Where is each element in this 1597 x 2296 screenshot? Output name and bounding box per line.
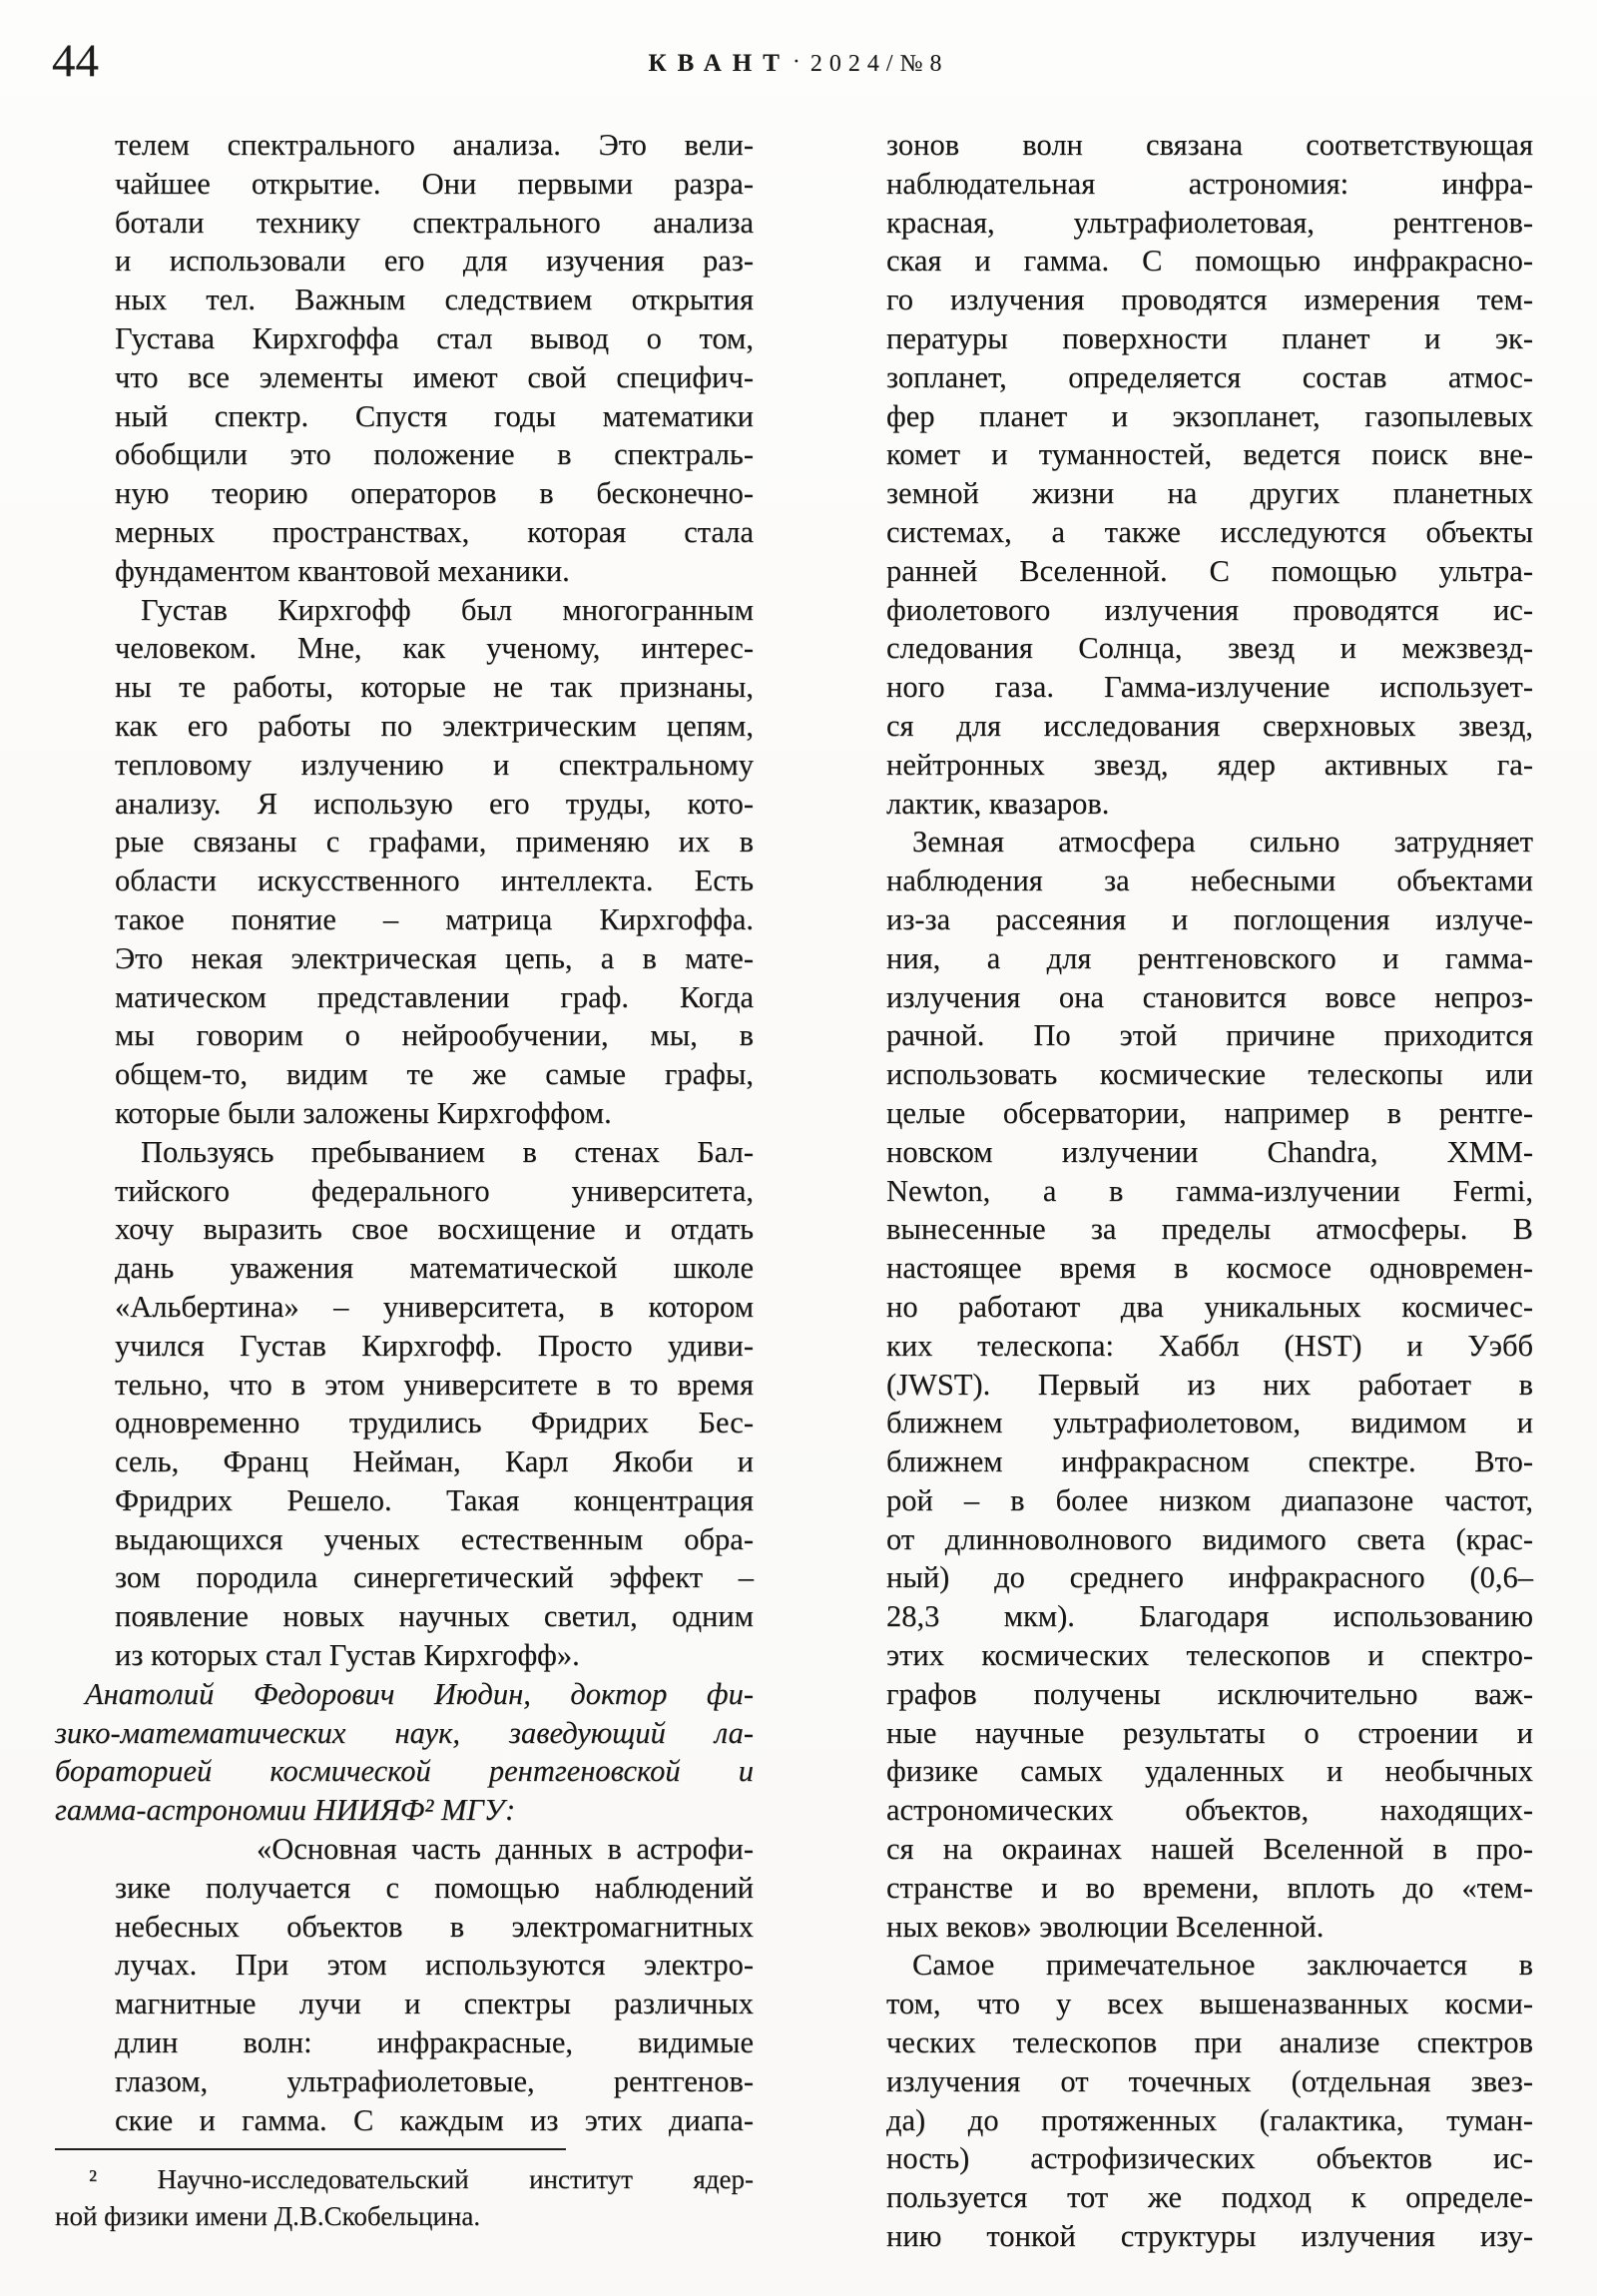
text-line: как его работы по электрическим цепям,	[115, 708, 754, 743]
text-line: рой – в более низком диапазоне частот,	[886, 1482, 1533, 1517]
text-line: наблюдательная астрономия: инфра-	[886, 166, 1533, 201]
text-line: длин волн: инфракрасные, видимые	[115, 2025, 754, 2060]
text-line: настоящее время в космосе одновремен-	[886, 1251, 1533, 1286]
text-line: физике самых удаленных и необычных	[886, 1754, 1533, 1789]
text-line: ческих телескопов при анализе спектров	[886, 2025, 1533, 2060]
text-line: и использовали его для изучения раз-	[115, 244, 754, 279]
text-line: комет и туманностей, ведется поиск вне-	[886, 437, 1533, 472]
text-line: нию тонкой структуры излучения изу-	[886, 2219, 1533, 2254]
text-line: этих космических телескопов и спектро-	[886, 1638, 1533, 1673]
text-line: излучения от точечных (отдельная звез-	[886, 2063, 1533, 2098]
text-line: пользуется тот же подход к определе-	[886, 2180, 1533, 2215]
text-line: мерных пространствах, которая стала	[115, 514, 754, 549]
text-line: (JWST). Первый из них работает в	[886, 1367, 1533, 1402]
footnote-rule	[55, 2148, 566, 2150]
text-line: использовать космические телескопы или	[886, 1057, 1533, 1092]
text-line: лучах. При этом используются электро-	[115, 1948, 754, 1983]
text-line: Это некая электрическая цепь, а в мате-	[115, 940, 754, 975]
text-line: ближнем инфракрасном спектре. Вто-	[886, 1444, 1533, 1479]
left-column	[55, 126, 754, 2235]
text-line: тельно, что в этом университете в то время	[115, 1367, 754, 1402]
text-line: ный спектр. Спустя годы математики	[115, 398, 754, 433]
text-line: одновременно трудились Фридрих Бес-	[115, 1406, 754, 1440]
footnote-line: ² Научно-исследовательский институт ядер-	[89, 2164, 754, 2195]
text-line: зонов волн связана соответствующая	[886, 128, 1533, 162]
text-line: рые связаны с графами, применяю их в	[115, 825, 754, 860]
text-line: дань уважения математической школе	[115, 1251, 754, 1286]
text-line: тепловому излучению и спектральному	[115, 747, 754, 782]
text-line: ся для исследования сверхновых звезд,	[886, 708, 1533, 743]
text-line: матическом представлении граф. Когда	[115, 979, 754, 1014]
text-line: тийского федерального университета,	[115, 1173, 754, 1208]
text-line: астрономических объектов, находящих-	[886, 1793, 1533, 1828]
journal-title: КВАНТ	[648, 50, 791, 77]
text-line: ранней Вселенной. С помощью ультра-	[886, 553, 1533, 588]
page-number: 44	[52, 35, 99, 87]
text-line: ную теорию операторов в бесконечно-	[115, 476, 754, 511]
text-line: новском излучении Chandra, XMM-	[886, 1134, 1533, 1169]
text-line: учился Густав Кирхгофф. Просто удиви-	[115, 1328, 754, 1363]
text-line: вынесенные за пределы атмосферы. В	[886, 1212, 1533, 1247]
text-line: из-за рассеяния и поглощения излуче-	[886, 901, 1533, 936]
header-separator: ·	[792, 49, 800, 75]
text-line: фер планет и экзопланет, газопылевых	[886, 398, 1533, 433]
text-line: Анатолий Федорович Июдин, доктор фи-	[85, 1676, 754, 1711]
text-line: красная, ультрафиолетовая, рентгенов-	[886, 205, 1533, 240]
text-line: ные научные результаты о строении и	[886, 1715, 1533, 1750]
text-line: да) до протяженных (галактика, туман-	[886, 2102, 1533, 2137]
text-line: что все элементы имеют свой специфич-	[115, 359, 754, 394]
text-line: хочу выразить свое восхищение и отдать	[115, 1212, 754, 1247]
text-line: следования Солнца, звезд и межзвезд-	[886, 631, 1533, 666]
text-line: Фридрих Решело. Такая концентрация	[115, 1482, 754, 1517]
text-line: Густав Кирхгофф был многогранным	[141, 592, 754, 627]
text-line: Пользуясь пребыванием в стенах Бал-	[141, 1134, 754, 1169]
text-line: появление новых научных светил, одним	[115, 1599, 754, 1634]
text-line: том, что у всех вышеназванных косми-	[886, 1987, 1533, 2021]
text-line: мы говорим о нейрообучении, мы, в	[115, 1018, 754, 1053]
text-line: «Основная часть данных в астрофи-	[257, 1832, 754, 1867]
text-line: пературы поверхности планет и эк-	[886, 320, 1533, 355]
text-line: обобщили это положение в спектраль-	[115, 437, 754, 472]
text-line: графов получены исключительно важ-	[886, 1676, 1533, 1711]
text-line: лактик, квазаров.	[886, 786, 1110, 821]
text-line: ких телескопа: Хаббл (HST) и Уэбб	[886, 1328, 1533, 1363]
right-column	[886, 126, 1533, 2256]
text-line: чайшее открытие. Они первыми разра-	[115, 166, 754, 201]
text-line: магнитные лучи и спектры различных	[115, 1987, 754, 2021]
text-line: Newton, а в гамма-излучении Fermi,	[886, 1173, 1533, 1208]
text-line: Самое примечательное заключается в	[912, 1948, 1533, 1983]
text-line: зопланет, определяется состав атмос-	[886, 359, 1533, 394]
text-line: Земная атмосфера сильно затрудняет	[912, 825, 1533, 860]
text-line: выдающихся ученых естественным обра-	[115, 1521, 754, 1556]
text-line: ская и гамма. С помощью инфракрасно-	[886, 244, 1533, 279]
text-line: глазом, ультрафиолетовые, рентгенов-	[115, 2063, 754, 2098]
text-line: зико-математических наук, заведующий ла-	[55, 1715, 754, 1750]
text-line: сель, Франц Нейман, Карл Якоби и	[115, 1444, 754, 1479]
text-line: ся на окраинах нашей Вселенной в про-	[886, 1832, 1533, 1867]
text-line: ных тел. Важным следствием открытия	[115, 283, 754, 317]
text-line: странстве и во времени, вплоть до «тем-	[886, 1870, 1533, 1905]
text-line: ный) до среднего инфракрасного (0,6–	[886, 1560, 1533, 1595]
text-line: 28,3 мкм). Благодаря использованию	[886, 1599, 1533, 1634]
text-line: бораторией космической рентгеновской и	[55, 1754, 754, 1789]
text-line: ские и гамма. С каждым из этих диапа-	[115, 2102, 754, 2137]
text-line: ных веков» эволюции Вселенной.	[886, 1909, 1325, 1944]
footnote-line: ной физики имени Д.В.Скобельцина.	[55, 2201, 481, 2232]
text-line: из которых стал Густав Кирхгофф».	[115, 1638, 580, 1673]
page-header	[0, 49, 1597, 78]
text-line: небесных объектов в электромагнитных	[115, 1909, 754, 1944]
text-line: зике получается с помощью наблюдений	[115, 1870, 754, 1905]
text-line: анализу. Я использую его труды, кото-	[115, 786, 754, 821]
text-line: системах, а также исследуются объекты	[886, 514, 1533, 549]
text-line: но работают два уникальных космичес-	[886, 1289, 1533, 1324]
text-line: от длинноволнового видимого света (крас-	[886, 1521, 1533, 1556]
text-line: целые обсерватории, например в рентге-	[886, 1095, 1533, 1130]
text-line: зом породила синергетический эффект –	[115, 1560, 754, 1595]
text-line: рачной. По этой причине приходится	[886, 1018, 1533, 1053]
text-line: ботали технику спектрального анализа	[115, 205, 754, 240]
text-line: которые были заложены Кирхгоффом.	[115, 1095, 612, 1130]
text-line: телем спектрального анализа. Это вели-	[115, 128, 754, 162]
text-line: земной жизни на других планетных	[886, 476, 1533, 511]
text-line: ность) астрофизических объектов ис-	[886, 2141, 1533, 2176]
text-line: гамма-астрономии НИИЯФ² МГУ:	[55, 1793, 516, 1828]
text-line: Густава Кирхгоффа стал вывод о том,	[115, 320, 754, 355]
text-line: человеком. Мне, как ученому, интерес-	[115, 631, 754, 666]
text-line: фундаментом квантовой механики.	[115, 553, 570, 588]
text-line: нейтронных звезд, ядер активных га-	[886, 747, 1533, 782]
text-line: ния, а для рентгеновского и гамма-	[886, 940, 1533, 975]
text-line: общем-то, видим те же самые графы,	[115, 1057, 754, 1092]
text-line: «Альбертина» – университета, в котором	[115, 1289, 754, 1324]
text-line: го излучения проводятся измерения тем-	[886, 283, 1533, 317]
text-line: ны те работы, которые не так признаны,	[115, 670, 754, 705]
issue-label: 2024/№8	[809, 51, 949, 77]
text-line: наблюдения за небесными объектами	[886, 863, 1533, 898]
text-line: фиолетового излучения проводятся ис-	[886, 592, 1533, 627]
text-line: ного газа. Гамма-излучение использует-	[886, 670, 1533, 705]
text-line: излучения она становится вовсе непроз-	[886, 979, 1533, 1014]
text-line: ближнем ультрафиолетовом, видимом и	[886, 1406, 1533, 1440]
text-line: такое понятие – матрица Кирхгоффа.	[115, 901, 754, 936]
text-line: области искусственного интеллекта. Есть	[115, 863, 754, 898]
